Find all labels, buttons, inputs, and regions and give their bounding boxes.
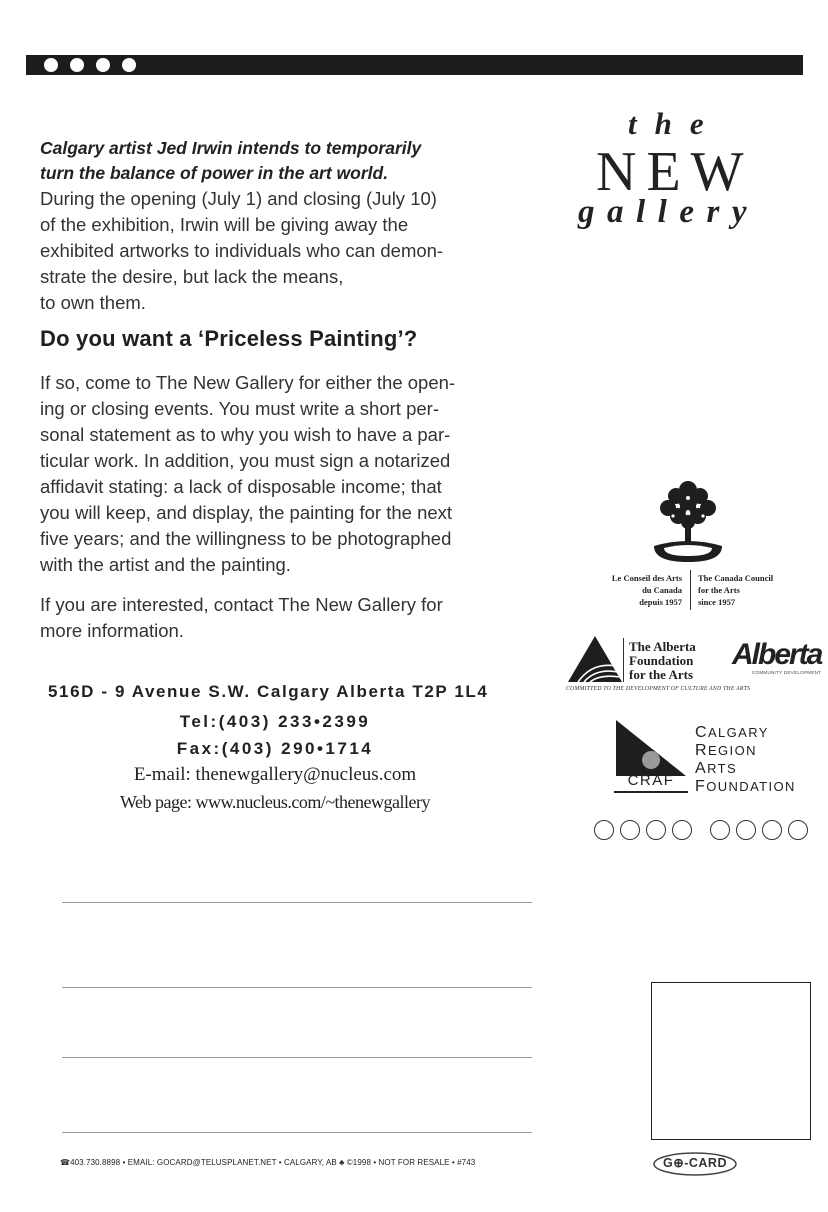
bullet-dot — [44, 58, 58, 72]
intro-body: During the opening (July 1) and closing (July 10) of the exhibition, Irwin will be giving away the exhibited artworks to individuals who can demon- strate the desire, but lack the means, to own them. — [40, 188, 444, 313]
telephone: Tel:(403) 233•2399 — [179, 712, 371, 731]
intro-headline: Calgary artist Jed Irwin intends to temporarily turn the balance of power in the art world. — [40, 138, 422, 183]
instructions-paragraph: If so, come to The New Gallery for either the open- ing or closing events. You must write a short per- sonal statement as to why you wish to have a par- ticular work. In addition, you must sign a notarized affidavit stating: a lack of disposable income; that you will keep, and display, the painting for the next five years; and the willingness to be photographed with the artist and the painting. — [40, 372, 456, 575]
craf-underline — [614, 791, 688, 793]
circle — [736, 820, 756, 840]
web-label: Web page: — [119, 792, 192, 812]
circle — [646, 820, 666, 840]
address-line — [62, 902, 532, 903]
address-line — [62, 1132, 532, 1133]
craf-label: CRAF — [627, 772, 675, 789]
circle — [620, 820, 640, 840]
craf-logo — [616, 720, 686, 776]
afa-name: The Alberta Foundation for the Arts — [629, 639, 696, 682]
tree-icon — [646, 478, 730, 568]
divider — [690, 570, 691, 610]
alberta-logo: Alberta — [732, 638, 822, 671]
contact-paragraph: If you are interested, contact The New Gallery for more information. — [40, 594, 443, 641]
circle — [788, 820, 808, 840]
email-line — [60, 764, 490, 786]
craf-triangle-icon — [616, 720, 686, 776]
logo-the: the — [628, 106, 722, 141]
fax: Fax:(403) 290•1714 — [176, 739, 374, 758]
alberta-subtitle: COMMUNITY DEVELOPMENT — [752, 670, 822, 675]
email-address[interactable]: thenewgallery@nucleus.com — [195, 764, 417, 785]
afa-tagline: COMMITTED TO THE DEVELOPMENT OF CULTURE AND THE ARTS — [566, 686, 751, 692]
address: 516D - 9 Avenue S.W. Calgary Alberta T2P 1L4 — [48, 682, 489, 701]
gocard-logo: G⊕-CARD — [663, 1156, 727, 1170]
logo-new: NEW — [596, 141, 754, 203]
afa-triangle-icon — [568, 636, 622, 682]
circle — [672, 820, 692, 840]
stamp-box — [651, 982, 811, 1140]
web-line — [60, 792, 490, 813]
address-line — [62, 987, 532, 988]
header-bar — [26, 55, 803, 75]
craf-full-name: CALGARY REGION ARTS FOUNDATION — [695, 724, 796, 795]
circle — [710, 820, 730, 840]
bullet-dot — [96, 58, 110, 72]
circle — [594, 820, 614, 840]
canada-council-fr: Le Conseil des Arts du Canada depuis 1957 — [611, 573, 682, 607]
logo-gallery: gallery — [578, 194, 759, 230]
circle — [762, 820, 782, 840]
footer-text: ☎403.730.8898 • EMAIL: GOCARD@TELUSPLANET.NET • CALGARY, AB ♣ ©1998 • NOT FOR RESALE • #743 — [60, 1158, 476, 1167]
web-address[interactable]: www.nucleus.com/~thenewgallery — [195, 792, 431, 812]
decorative-circles — [594, 820, 814, 842]
question-heading: Do you want a ‘Priceless Painting’? — [40, 326, 418, 351]
bullet-dot — [122, 58, 136, 72]
bullet-dot — [70, 58, 84, 72]
canada-council-en: The Canada Council for the Arts since 1957 — [698, 573, 774, 607]
email-label: E-mail: — [133, 764, 191, 785]
divider — [623, 638, 624, 682]
address-line — [62, 1057, 532, 1058]
